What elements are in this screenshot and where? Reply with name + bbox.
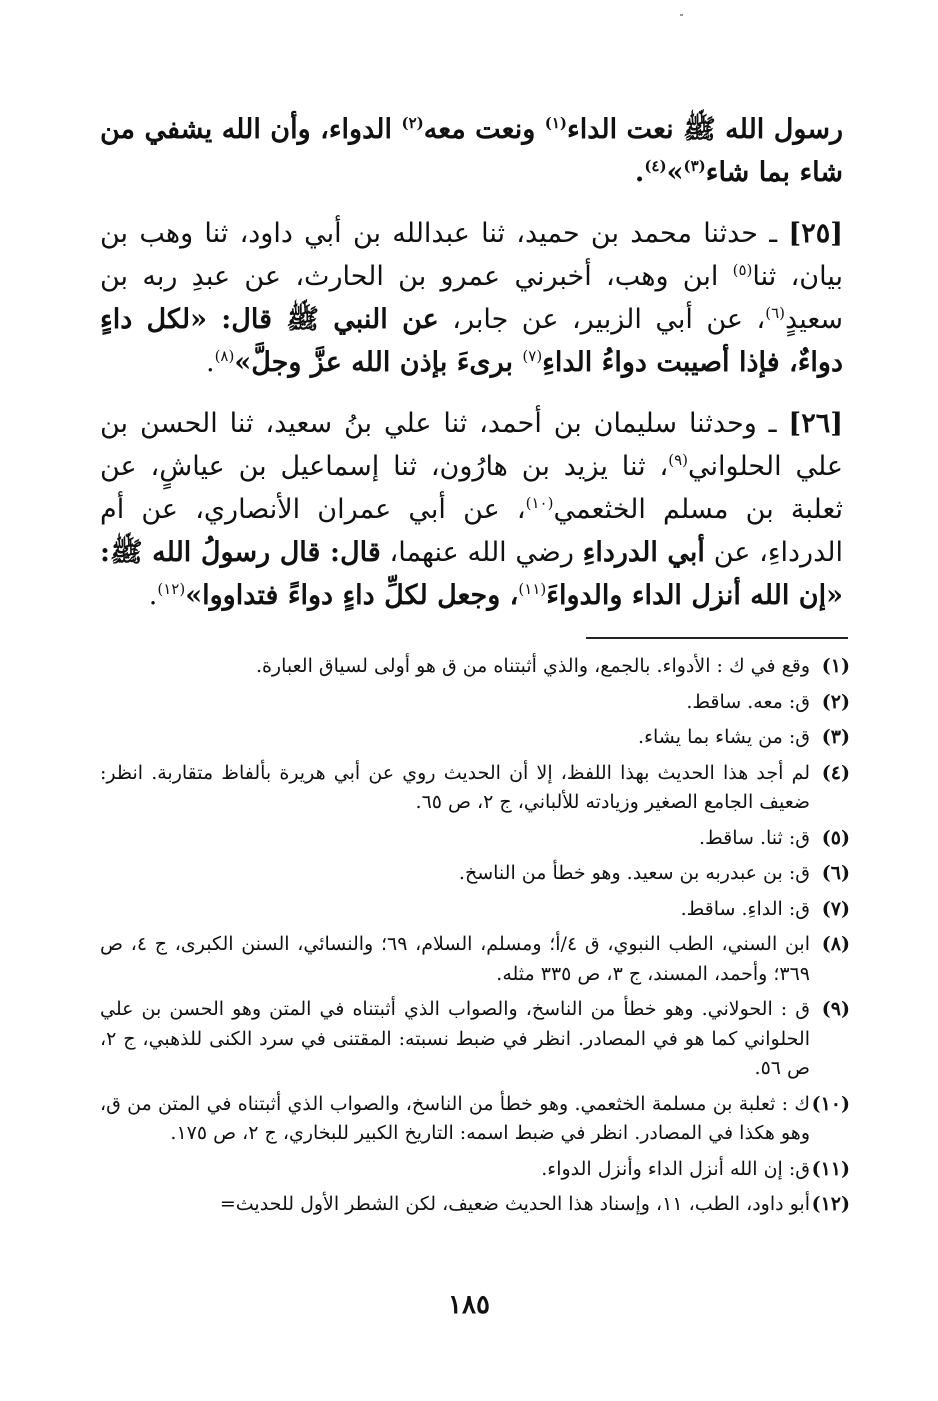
hadith-26-companion: أبي الدرداءِ <box>582 537 705 568</box>
hadith-25-text-a: ـ حدثنا محمد بن حميد، ثنا عبدالله بن أبي داود، ثنا وهب بن بيان، ثنا <box>100 218 844 292</box>
footnote-text: لم أجد هذا الحديث بهذا اللفظ، إلا أن الحديث روي عن أبي هريرة بألفاظ متقاربة. انظر: ضعيف الجامع الصغير وزيادته للألباني، ج ٢، ص ٦٥. <box>100 761 810 813</box>
footnote-number: (١٢) <box>811 1193 850 1215</box>
hadith-25-matn-2: برىءَ بإذن الله عزَّ وجلَّ» <box>234 347 523 378</box>
main-text <box>100 108 843 635</box>
hadith-25-end: . <box>205 347 215 378</box>
footnote-text: ق : الحولاني. وهو خطأ من الناسخ، والصواب الذي أثبتناه في المتن وهو الحسن بن علي الحلواني كما هو في المصادر. انظر في ضبط نسبته: المقتنى في سرد الكنى للذهبي، ج ٢، ص ٥٦. <box>100 998 810 1079</box>
footnote-item <box>100 759 850 818</box>
footnote-number: (٨) <box>821 933 850 955</box>
footnote-ref-11[interactable]: (١١) <box>518 580 547 598</box>
page-number: ١٨٥ <box>448 1290 490 1320</box>
hadith-26-end: . <box>148 580 158 611</box>
footnote-text: ق: بن عبدربه بن سعيد. وهو خطأ من الناسخ. <box>458 862 810 884</box>
hadith-25-text-c: ، عن أبي الزبير، عن جابر، <box>438 304 766 335</box>
intro-end: . <box>634 157 645 188</box>
hadith-25 <box>100 212 843 384</box>
footnote-ref-6[interactable]: (٦) <box>765 304 786 322</box>
intro-paragraph <box>100 108 843 194</box>
footnote-number: (٢) <box>821 690 850 713</box>
footnote-ref-9[interactable]: (٩) <box>668 451 688 469</box>
footnote-ref-12[interactable]: (١٢) <box>157 580 186 598</box>
footnote-number: (٧) <box>821 897 850 920</box>
hadith-26 <box>100 402 843 617</box>
footnote-separator <box>586 637 848 639</box>
footnote-text: وقع في ك : الأدواء. بالجمع، والذي أثبتناه من ق هو أولى لسياق العبارة. <box>255 655 810 677</box>
footnote-item <box>100 895 850 925</box>
footnote-ref-2[interactable]: (٢) <box>401 114 424 132</box>
footnote-text: ق: من يشاء بما يشاء. <box>638 726 810 748</box>
footnote-item <box>100 995 850 1084</box>
footnote-text: أبو داود، الطب، ١١، وإسناد هذا الحديث ضعيف، لكن الشطر الأول للحديث= <box>219 1193 810 1215</box>
hadith-25-matn-1: عن النبي ﷺ قال: «لكل داءٍ دواءٌ، فإذا أصيبت دواءُ الداءِ <box>100 304 843 378</box>
hadith-26-text-d: رضي الله عنهما، <box>380 537 583 568</box>
footnote-number: (٦) <box>821 862 850 884</box>
hadith-26-text-a: ـ وحدثنا سليمان بن أحمد، ثنا علي بنُ سعيد، ثنا الحسن بن علي الحلواني <box>100 408 843 482</box>
hadith-26-matn-2: ، وجعل لكلِّ داءٍ دواءً فتداووا» <box>185 580 519 611</box>
footnote-text: ق: الداءِ. ساقط. <box>680 897 810 920</box>
footnote-item <box>100 859 850 889</box>
footnote-item <box>100 930 850 989</box>
footnote-item <box>100 1090 850 1149</box>
hadith-number-26: [٢٦] <box>788 408 843 439</box>
footnote-number: (١) <box>821 655 850 677</box>
intro-text-4: » <box>666 157 684 188</box>
footnote-text: ق: ثنا. ساقط. <box>699 826 810 849</box>
footnote-text: ابن السني، الطب النبوي، ق ٤/أ؛ ومسلم، السلام، ٦٩؛ والنسائي، السنن الكبرى، ج ٤، ص ٣٦٩؛ وأحمد، المسند، ج ٣، ص ٣٣٥ مثله. <box>100 933 810 985</box>
hadith-number-25: [٢٥] <box>788 218 843 249</box>
footnote-number: (٤) <box>821 761 850 784</box>
footnote-ref-3[interactable]: (٣) <box>683 157 706 175</box>
footnote-number: (٣) <box>821 726 850 748</box>
footnote-number: (١١) <box>811 1157 850 1180</box>
footnote-item <box>100 1190 850 1220</box>
footnotes <box>100 652 850 1226</box>
footnote-number: (٥) <box>821 826 850 849</box>
footnote-ref-1[interactable]: (١) <box>544 114 567 132</box>
footnote-text: ك : ثعلبة بن مسلمة الخثعمي. وهو خطأ من الناسخ، والصواب الذي أثبتناه في المتن من ق، وهو هكذا في المصادر. انظر في ضبط اسمه: التاريخ الكبير للبخاري، ج ٢، ص ١٧٥. <box>100 1092 810 1144</box>
hadith-26-text-b: ، ثنا يزيد بن هارُون، ثنا إسماعيل بن عياشٍ، عن ثعلبة بن مسلم الخثعمي <box>100 451 843 525</box>
footnote-ref-7[interactable]: (٧) <box>522 347 543 365</box>
footnote-ref-8[interactable]: (٨) <box>214 347 235 365</box>
footnote-ref-4[interactable]: (٤) <box>644 157 667 175</box>
scan-speck <box>680 14 683 16</box>
hadith-26-matn-1: قال: قال رسولُ الله ﷺ: «إن الله أنزل الداء والدواءَ <box>100 537 843 611</box>
footnote-text: ق: معه. ساقط. <box>686 690 810 713</box>
footnote-number: (٩) <box>821 998 850 1020</box>
footnote-number: (١٠) <box>811 1092 850 1115</box>
footnote-item <box>100 1155 850 1185</box>
footnote-item <box>100 652 850 682</box>
footnote-text: ق: إن الله أنزل الداء وأنزل الدواء. <box>541 1157 810 1180</box>
intro-text-3: الدواء، وأن الله يشفي من شاء بما شاء <box>100 114 843 188</box>
footnote-item <box>100 688 850 718</box>
footnote-ref-10[interactable]: (١٠) <box>525 494 554 512</box>
intro-text-1: رسول الله ﷺ نعت الداء <box>567 114 843 145</box>
footnote-item <box>100 723 850 753</box>
footnote-item <box>100 824 850 854</box>
hadith-26-text-c: ، عن أبي عمران الأنصاري، عن أم الدرداءِ، عن <box>100 494 843 568</box>
hadith-25-text-b: ابن وهب، أخبرني عمرو بن الحارث، عن عبدِ ربه بن سعيدٍ <box>100 261 843 335</box>
footnote-ref-5[interactable]: (٥) <box>732 261 753 279</box>
intro-text-2: ونعت معه <box>423 114 545 145</box>
